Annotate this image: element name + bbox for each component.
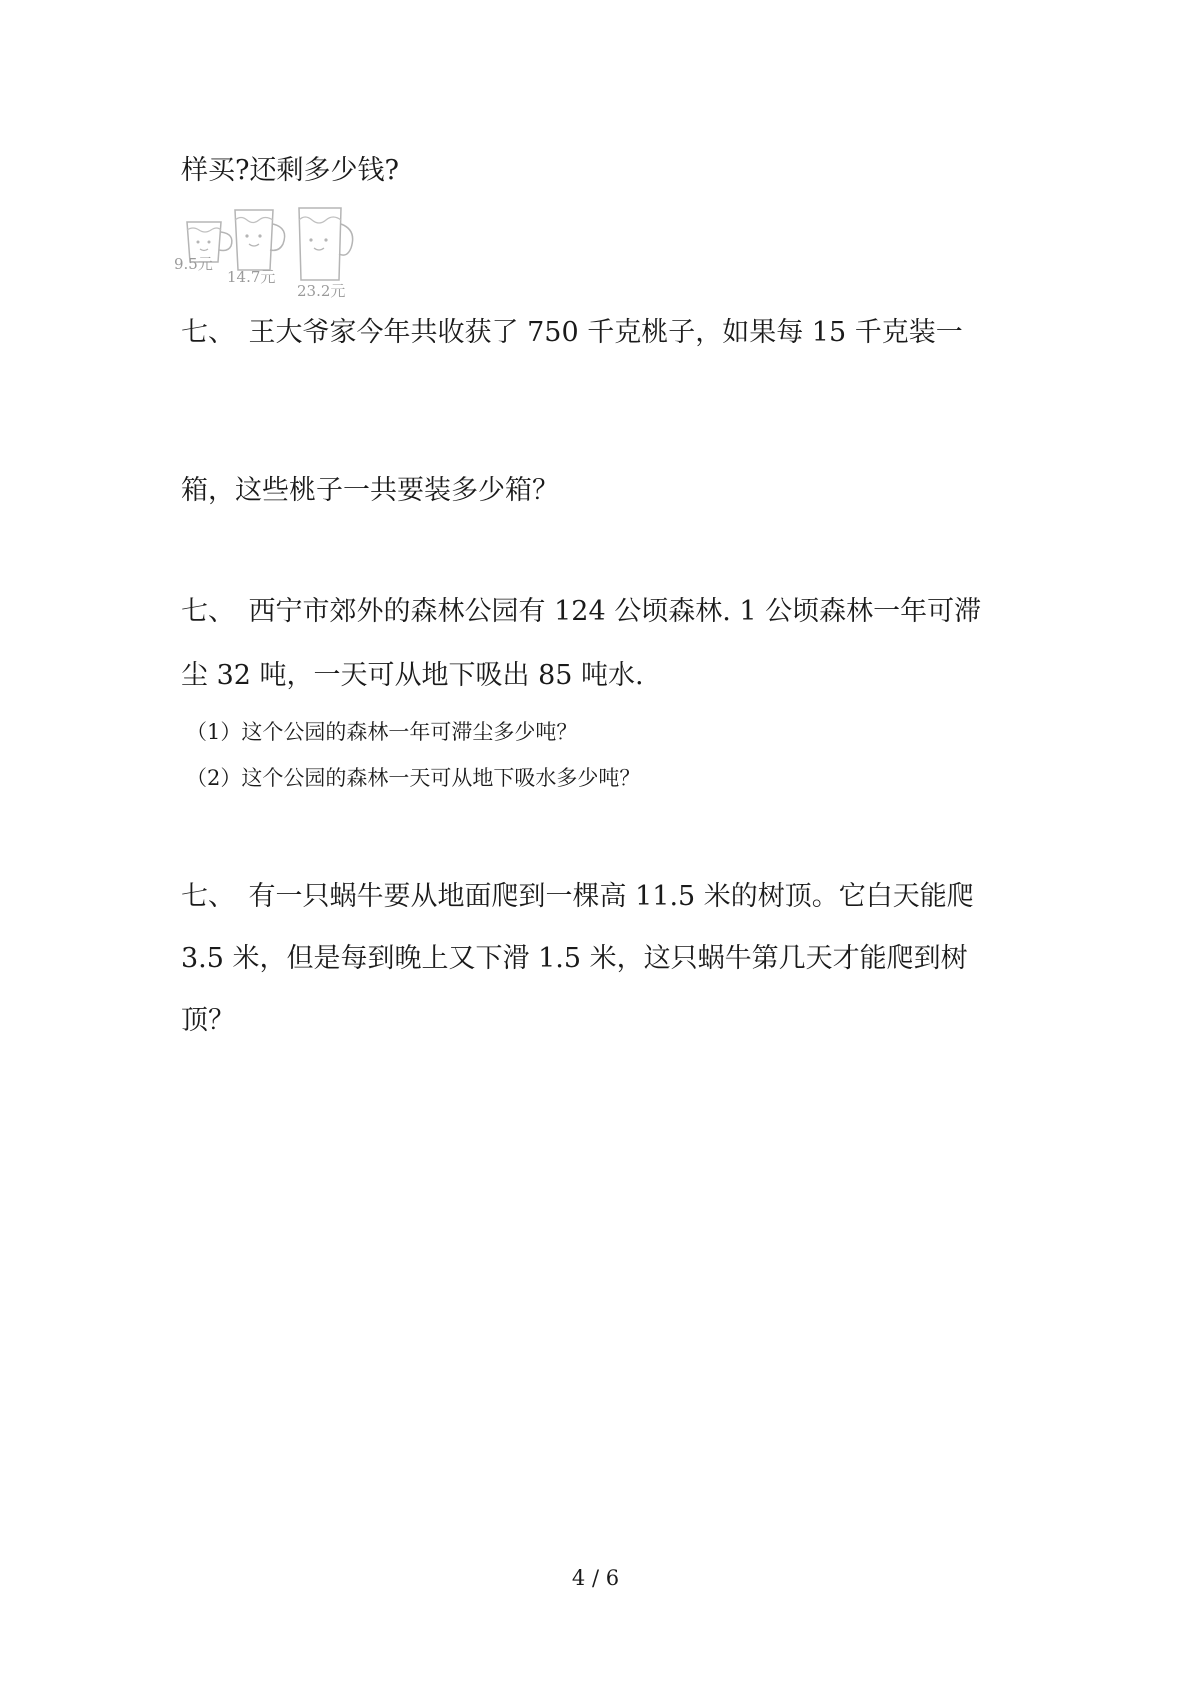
- problem-text-line: 3.5 米，但是每到晚上又下滑 1.5 米，这只蜗牛第几天才能爬到树: [181, 943, 968, 974]
- cup-price-label: 14.7元: [227, 268, 276, 286]
- sub-question: （2）这个公园的森林一天可从地下吸水多少吨？: [186, 766, 641, 790]
- cup-price-label: 23.2元: [297, 282, 346, 300]
- cups-illustration: [174, 214, 391, 324]
- problem-text-line: 尘 32 吨，一天可从地下吸出 85 吨水.: [181, 660, 644, 691]
- problem-text-line: 箱，这些桃子一共要装多少箱？: [181, 475, 559, 506]
- problem-text-line: 七、 有一只蜗牛要从地面爬到一棵高 11.5 米的树顶。它白天能爬: [181, 881, 974, 912]
- sub-question: （1）这个公园的森林一年可滞尘多少吨？: [186, 720, 578, 744]
- problem-text-line: 顶？: [181, 1005, 235, 1036]
- problem-text-line: 七、 西宁市郊外的森林公园有 124 公顷森林. 1 公顷森林一年可滞: [181, 596, 982, 627]
- problem-text-line: 七、 王大爷家今年共收获了 750 千克桃子，如果每 15 千克装一: [181, 317, 963, 348]
- intro-tail-text: 样买?还剩多少钱?: [181, 155, 399, 186]
- cup-large-image: [293, 204, 357, 286]
- page-number: 4 / 6: [571, 1566, 620, 1590]
- cup-price-label: 9.5元: [174, 255, 213, 273]
